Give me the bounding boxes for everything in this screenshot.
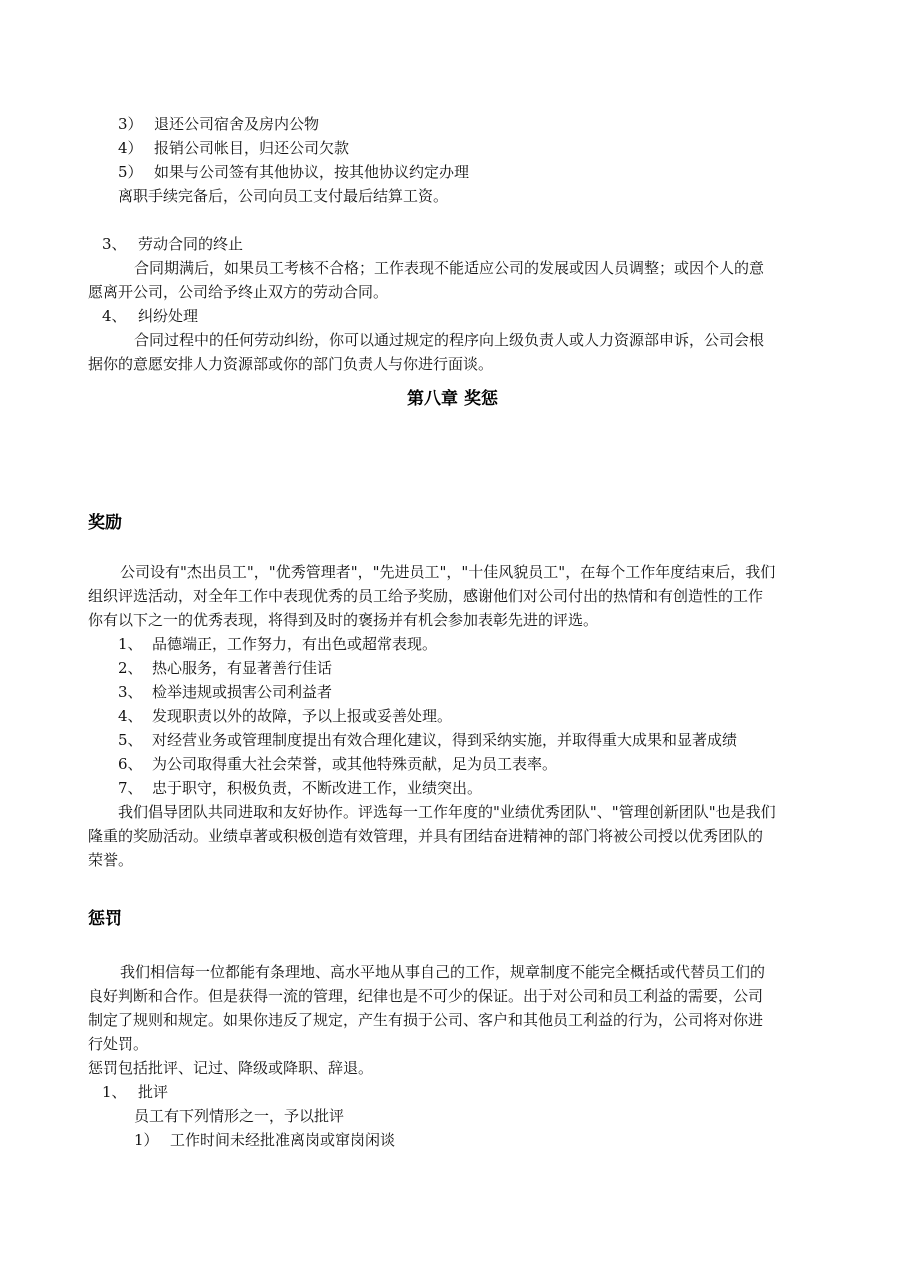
paragraph-line: 荣誉。 <box>88 851 134 869</box>
section-title: 批评 <box>138 1083 169 1101</box>
list-item <box>118 681 332 703</box>
list-item-number: 3） <box>118 115 143 133</box>
list-item <box>118 729 737 751</box>
paragraph-line: 良好判断和合作。但是获得一流的管理，纪律也是不可少的保证。出于对公司和员工利益的需要，公司 <box>88 987 764 1005</box>
list-item-text: 品德端正，工作努力，有出色或超常表现。 <box>152 635 438 653</box>
paragraph-line: 合同期满后，如果员工考核不合格；工作表现不能适应公司的发展或因人员调整；或因个人的意 <box>134 259 765 277</box>
closing-paragraph: 离职手续完备后，公司向员工支付最后结算工资。 <box>118 187 449 205</box>
list-item-number: 5） <box>118 163 143 181</box>
section-number: 3、 <box>102 235 127 253</box>
list-item-text: 为公司取得重大社会荣誉，或其他特殊贡献，足为员工表率。 <box>152 755 558 773</box>
list-item-text: 如果与公司签有其他协议，按其他协议约定办理 <box>154 163 470 181</box>
paragraph-line: 公司设有"杰出员工"，"优秀管理者"，"先进员工"，"十佳风貌员工"，在每个工作年度结束后，我们 <box>120 563 776 581</box>
list-item-text: 忠于职守，积极负责，不断改进工作，业绩突出。 <box>152 779 483 797</box>
list-item <box>118 137 349 159</box>
list-item-number: 6、 <box>118 755 143 773</box>
list-item-text: 对经营业务或管理制度提出有效合理化建议，得到采纳实施，并取得重大成果和显著成绩 <box>152 731 738 749</box>
paragraph-line: 我们倡导团队共同进取和友好协作。评选每一工作年度的"业绩优秀团队"、"管理创新团队"也是我们 <box>118 803 776 821</box>
section-heading-dispute <box>102 305 198 327</box>
list-item-number: 1） <box>134 1131 159 1149</box>
list-item <box>134 1129 395 1151</box>
list-item-text: 热心服务，有显著善行佳话 <box>152 659 333 677</box>
paragraph-line: 组织评选活动，对全年工作中表现优秀的员工给予奖励，感谢他们对公司付出的热情和有创造性的工作 <box>88 587 764 605</box>
list-item-text: 工作时间未经批准离岗或窜岗闲谈 <box>170 1131 396 1149</box>
chapter-title: 第八章 奖惩 <box>407 389 498 409</box>
section-title: 劳动合同的终止 <box>138 235 244 253</box>
paragraph-line: 愿离开公司，公司给予终止双方的劳动合同。 <box>88 283 389 301</box>
paragraph-line: 隆重的奖励活动。业绩卓著或积极创造有效管理，并具有团结奋进精神的部门将被公司授以优秀团队的 <box>88 827 764 845</box>
list-item <box>118 633 437 655</box>
list-item-number: 4、 <box>118 707 143 725</box>
list-item-number: 1、 <box>118 635 143 653</box>
list-item-number: 4） <box>118 139 143 157</box>
paragraph-line: 据你的意愿安排人力资源部或你的部门负责人与你进行面谈。 <box>88 355 494 373</box>
list-item-number: 5、 <box>118 731 143 749</box>
list-item-number: 3、 <box>118 683 143 701</box>
list-item-text: 检举违规或损害公司利益者 <box>152 683 333 701</box>
list-item-text: 报销公司帐目，归还公司欠款 <box>154 139 350 157</box>
list-item <box>118 657 332 679</box>
paragraph-line: 合同过程中的任何劳动纠纷，你可以通过规定的程序向上级负责人或人力资源部申诉，公司会根 <box>134 331 765 349</box>
paragraph-line: 我们相信每一位都能有条理地、高水平地从事自己的工作，规章制度不能完全概括或代替员工们的 <box>120 963 766 981</box>
list-item-text: 退还公司宿舍及房内公物 <box>154 115 320 133</box>
paragraph-line: 制定了规则和规定。如果你违反了规定，产生有损于公司、客户和其他员工利益的行为，公司将对你进 <box>88 1011 764 1029</box>
list-item <box>118 161 469 183</box>
list-item-number: 7、 <box>118 779 143 797</box>
paragraph-line: 你有以下之一的优秀表现，将得到及时的褒扬并有机会参加表彰先进的评选。 <box>88 611 599 629</box>
section-heading-criticism <box>102 1081 168 1103</box>
list-item-number: 2、 <box>118 659 143 677</box>
list-item-text: 发现职责以外的故障，予以上报或妥善处理。 <box>152 707 453 725</box>
punish-heading: 惩罚 <box>88 909 122 929</box>
section-heading-termination <box>102 233 243 255</box>
list-item <box>118 113 319 135</box>
list-item <box>118 753 557 775</box>
reward-heading: 奖励 <box>88 513 122 533</box>
punish-types: 惩罚包括批评、记过、降级或降职、辞退。 <box>88 1059 374 1077</box>
section-number: 1、 <box>102 1083 127 1101</box>
criticism-description: 员工有下列情形之一，予以批评 <box>134 1107 345 1125</box>
list-item <box>118 705 452 727</box>
section-number: 4、 <box>102 307 127 325</box>
section-title: 纠纷处理 <box>138 307 199 325</box>
paragraph-line: 行处罚。 <box>88 1035 149 1053</box>
list-item <box>118 777 482 799</box>
